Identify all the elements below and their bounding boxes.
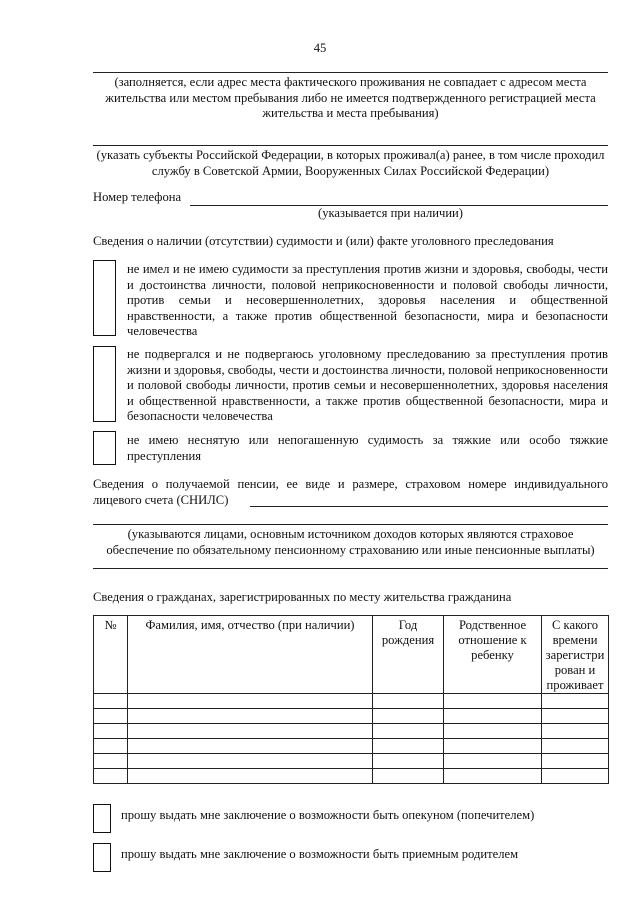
table-cell[interactable] [444,694,542,709]
table-cell[interactable] [94,694,128,709]
table-cell[interactable] [444,739,542,754]
table-row [94,739,609,754]
table-cell[interactable] [94,754,128,769]
address-note: (заполняется, если адрес места фактического проживания не совпадает с адресом места жительства или местом пребывания либо не имеется подтвержденного регистрацией места жительства и места пребывания) [105,75,596,121]
table-cell[interactable] [94,724,128,739]
table-cell[interactable] [444,724,542,739]
table-cell[interactable] [128,724,373,739]
criminal-option-2-text: не подвергался и не подвергаюсь уголовному преследованию за преступления против жизни и здоровья, свободы, чести и достоинства личности, половой неприкосновенности и половой свободы личности, против семьи и несовершеннолетних, здоровья населения и общественной нравственности, а также против общественной безопасности, мира и безопасности человечества [127,347,608,424]
phone-label: Номер телефона [93,190,182,204]
table-cell[interactable] [94,709,128,724]
table-cell[interactable] [128,769,373,784]
residents-heading: Сведения о гражданах, зарегистрированных по месту жительства гражданина [93,590,512,604]
residents-table [93,615,609,784]
table-cell[interactable] [373,754,444,769]
table-cell[interactable] [444,754,542,769]
address-fill-line[interactable] [93,72,608,73]
table-cell[interactable] [94,739,128,754]
table-cell[interactable] [542,769,609,784]
regions-note: (указать субъекты Российской Федерации, в которых проживал(а) ранее, в том числе проходил службу в Советской Армии, Вооруженных Силах Российской Федерации) [96,148,605,178]
phone-note: (указывается при наличии) [318,206,463,220]
table-row [94,694,609,709]
criminal-option-3-text: не имею неснятую или непогашенную судимость за тяжкие или особо тяжкие преступления [127,433,608,463]
column-since-header: С какого времени зарегистри рован и проживает [542,616,609,694]
column-relation-header: Родственное отношение к ребенку [444,616,542,694]
column-birth-year-header: Год рождения [373,616,444,694]
residents-header-row [94,616,609,694]
table-cell[interactable] [373,739,444,754]
table-row [94,754,609,769]
pension-extra-line[interactable] [93,568,608,569]
table-cell[interactable] [373,694,444,709]
column-name-header: Фамилия, имя, отчество (при наличии) [128,616,373,694]
table-row [94,709,609,724]
criminal-option-2-checkbox[interactable] [93,346,116,422]
regions-fill-line[interactable] [93,145,608,146]
pension-fill-line[interactable] [93,524,608,525]
guardian-request-text: прошу выдать мне заключение о возможности быть опекуном (попечителем) [121,808,535,822]
table-cell[interactable] [128,709,373,724]
table-cell[interactable] [373,724,444,739]
table-cell[interactable] [373,769,444,784]
criminal-option-1-checkbox[interactable] [93,260,116,336]
table-cell[interactable] [94,769,128,784]
table-cell[interactable] [128,754,373,769]
table-cell[interactable] [542,694,609,709]
table-cell[interactable] [373,709,444,724]
page-number: 45 [313,41,327,55]
foster-parent-request-text: прошу выдать мне заключение о возможности быть приемным родителем [121,847,519,861]
column-number-header: № [94,616,128,694]
criminal-option-1-text: не имел и не имею судимости за преступления против жизни и здоровья, свободы, чести и достоинства личности, половой неприкосновенности и половой свободы личности, против семьи и несовершеннолетних, здоровья населения и общественной нравственности, а также против общественной безопасности, мира и безопасности человечества [127,262,608,339]
table-cell[interactable] [444,769,542,784]
table-cell[interactable] [444,709,542,724]
table-cell[interactable] [542,754,609,769]
foster-parent-request-checkbox[interactable] [93,843,111,872]
table-row [94,724,609,739]
pension-note: (указываются лицами, основным источником доходов которых являются страховое обеспечение по обязательному пенсионному страхованию или иные пенсионные выплаты) [106,527,595,557]
guardian-request-checkbox[interactable] [93,804,111,833]
table-cell[interactable] [128,739,373,754]
table-row [94,769,609,784]
criminal-option-3-checkbox[interactable] [93,431,116,465]
table-cell[interactable] [128,694,373,709]
snils-input-line[interactable] [250,506,608,507]
table-cell[interactable] [542,724,609,739]
table-cell[interactable] [542,709,609,724]
criminal-heading: Сведения о наличии (отсутствии) судимости и (или) факте уголовного преследования [93,234,554,248]
pension-heading: Сведения о получаемой пенсии, ее виде и размере, страховом номере индивидуального лицевого счета (СНИЛС) [93,477,608,507]
table-cell[interactable] [542,739,609,754]
